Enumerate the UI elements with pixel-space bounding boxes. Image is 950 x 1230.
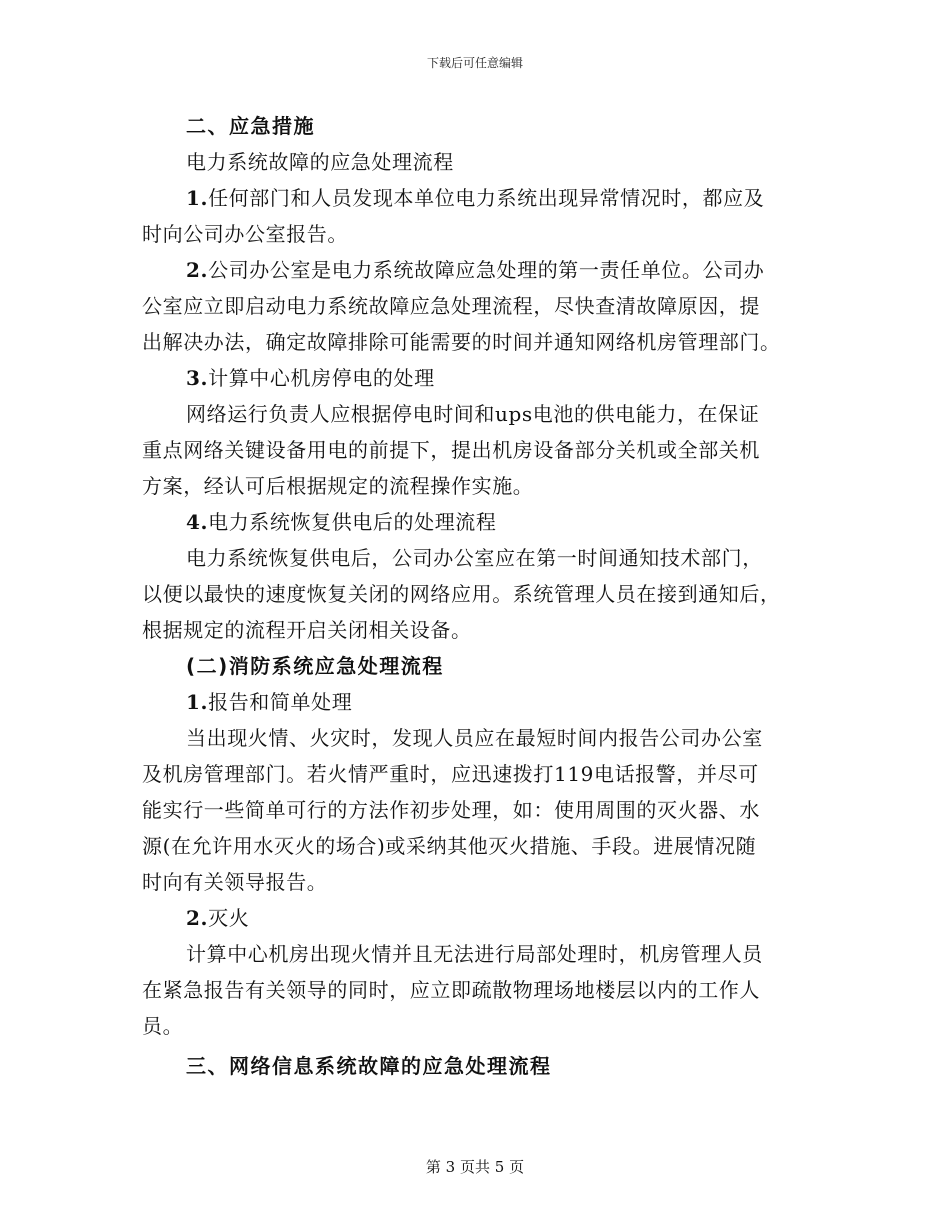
item-title: 计算中心机房停电的处理 — [208, 366, 435, 390]
paragraph-fire-1-line-5: 时向有关领导报告。 — [142, 870, 328, 894]
subheading-item-3 — [142, 360, 802, 396]
paragraph-fire-1-line-4: 源(在允许用水灭火的场合)或采纳其他灭火措施、手段。进展情况随 — [142, 834, 757, 858]
subheading-item-4 — [142, 504, 802, 540]
header-note: 下载后可任意编辑 — [426, 56, 523, 70]
paragraph-item-4-line-3: 根据规定的流程开启关闭相关设备。 — [142, 618, 472, 642]
subheading-fire-1 — [142, 684, 802, 720]
item-number: 2. — [186, 906, 209, 930]
subheading-power-failure: 电力系统故障的应急处理流程 — [186, 150, 454, 174]
paragraph-item-3-line-2: 重点网络关键设备用电的前提下，提出机房设备部分关机或全部关机 — [142, 438, 760, 462]
item-title: 报告和简单处理 — [208, 690, 353, 714]
item-title: 灭火 — [208, 906, 250, 930]
paragraph-item-2-line-3: 出解决办法，确定故障排除可能需要的时间并通知网络机房管理部门。 — [142, 330, 781, 354]
item-number: 1. — [186, 186, 209, 210]
item-title: 电力系统恢复供电后的处理流程 — [208, 510, 497, 534]
paragraph-fire-1-line-2: 及机房管理部门。若火情严重时，应迅速拨打119电话报警，并尽可 — [142, 762, 759, 786]
page-number: 第 3 页共 5 页 — [425, 1158, 525, 1176]
section-heading-emergency-measures: 二、应急措施 — [186, 114, 315, 138]
paragraph-fire-1-line-1: 当出现火情、火灾时，发现人员应在最短时间内报告公司办公室 — [186, 726, 763, 750]
paragraph-item-3-line-3: 方案，经认可后根据规定的流程操作实施。 — [142, 474, 534, 498]
section-heading-fire-system: (二)消防系统应急处理流程 — [186, 654, 444, 678]
paragraph-item-4-line-2: 以便以最快的速度恢复关闭的网络应用。系统管理人员在接到通知后， — [142, 582, 781, 606]
paragraph-fire-2-line-2: 在紧急报告有关领导的同时，应立即疏散物理场地楼层以内的工作人 — [142, 978, 760, 1002]
paragraph-fire-1-line-3: 能实行一些简单可行的方法作初步处理，如：使用周围的灭火器、水 — [142, 798, 760, 822]
paragraph-item-4-line-1: 电力系统恢复供电后，公司办公室应在第一时间通知技术部门， — [186, 546, 763, 570]
section-heading-network-failure: 三、网络信息系统故障的应急处理流程 — [186, 1054, 552, 1078]
paragraph-fire-2-line-3: 员。 — [142, 1014, 184, 1038]
item-number: 1. — [186, 690, 209, 714]
item-text: 任何部门和人员发现本单位电力系统出现异常情况时，都应及 — [208, 186, 765, 210]
item-number: 2. — [186, 258, 209, 282]
paragraph-item-3-line-1: 网络运行负责人应根据停电时间和ups电池的供电能力，在保证 — [186, 402, 760, 426]
item-number: 3. — [186, 366, 209, 390]
item-text: 公司办公室是电力系统故障应急处理的第一责任单位。公司办 — [208, 258, 765, 282]
paragraph-item-1-line-2: 时向公司办公室报告。 — [142, 222, 348, 246]
paragraph-item-1-line-1 — [142, 180, 802, 216]
paragraph-item-2-line-1 — [142, 252, 802, 288]
document-body — [142, 108, 802, 1084]
paragraph-item-2-line-2: 公室应立即启动电力系统故障应急处理流程，尽快查清故障原因，提 — [142, 294, 760, 318]
item-number: 4. — [186, 510, 209, 534]
subheading-fire-2 — [142, 900, 802, 936]
paragraph-fire-2-line-1: 计算中心机房出现火情并且无法进行局部处理时，机房管理人员 — [186, 942, 763, 966]
